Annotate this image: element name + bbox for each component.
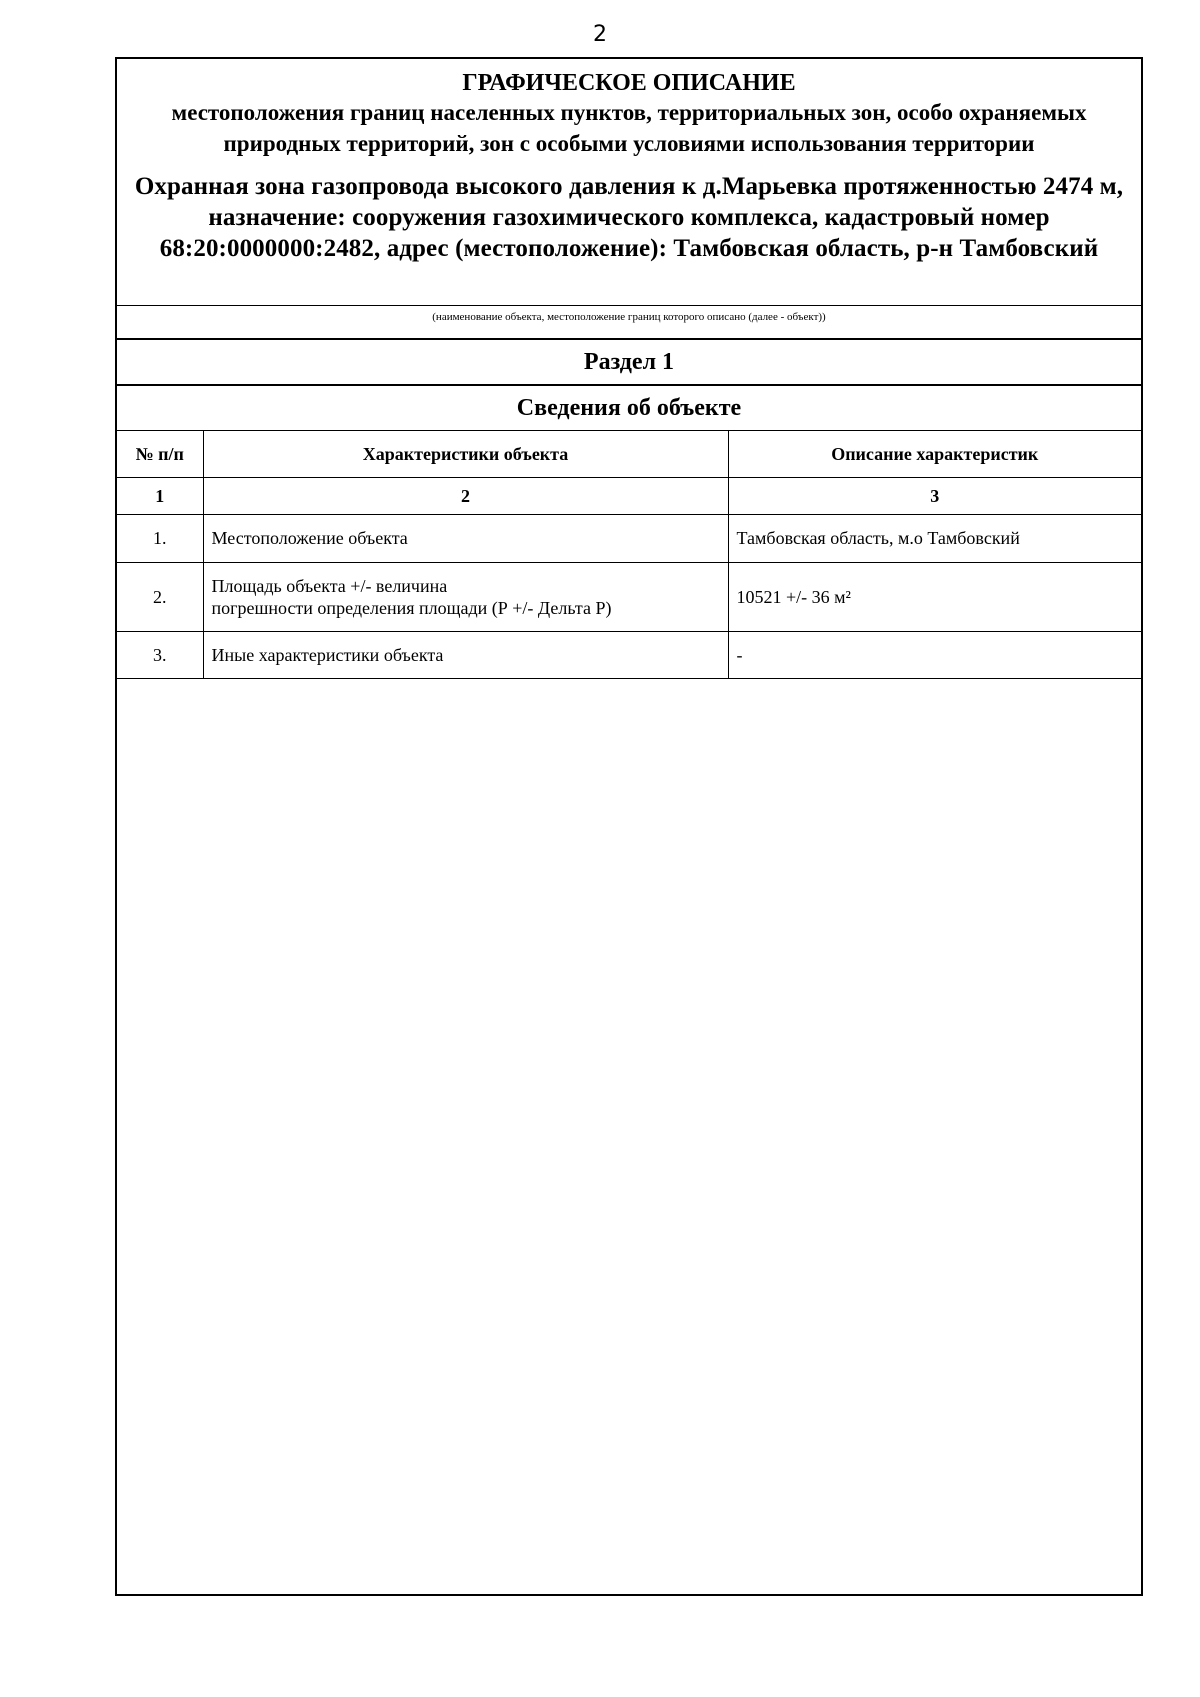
row-number: 1. <box>117 515 203 563</box>
row-description: 10521 +/- 36 м² <box>728 563 1141 632</box>
row-description: Тамбовская область, м.о Тамбовский <box>728 515 1141 563</box>
object-name: Охранная зона газопровода высокого давления к д.Марьевка протяженностью 2474 м, назначение: сооружения газохимического комплекса, кадастровый номер 68:20:0000000:2482, адрес (местоположение): Тамбовская область, р-н Тамбовский <box>134 173 1124 262</box>
page-number: 2 <box>593 22 607 47</box>
column-number: 3 <box>728 478 1141 515</box>
object-info-table <box>117 430 1141 679</box>
row-number: 2. <box>117 563 203 632</box>
row-characteristic <box>203 563 728 632</box>
table-row <box>117 632 1141 679</box>
row-number: 3. <box>117 632 203 679</box>
section-subtitle: Сведения об объекте <box>117 384 1141 430</box>
row-characteristic-line: Площадь объекта +/- величина <box>211 576 448 596</box>
column-number: 1 <box>117 478 203 515</box>
column-number: 2 <box>203 478 728 515</box>
object-name-caption: (наименование объекта, местоположение границ которого описано (далее - объект)) <box>117 305 1141 338</box>
document-header <box>117 59 1141 305</box>
document-title: ГРАФИЧЕСКОЕ ОПИСАНИЕ <box>462 70 796 96</box>
table-row <box>117 515 1141 563</box>
column-numbers-row <box>117 478 1141 515</box>
row-characteristic-line: погрешности определения площади (Р +/- Дельта Р) <box>211 598 612 618</box>
section-title: Раздел 1 <box>117 338 1141 384</box>
row-characteristic: Иные характеристики объекта <box>203 632 728 679</box>
header-cell-characteristic: Характеристики объекта <box>203 431 728 478</box>
document-frame <box>115 57 1143 1596</box>
table-row <box>117 563 1141 632</box>
header-cell-number: № п/п <box>117 431 203 478</box>
document-subtitle: местоположения границ населенных пунктов, территориальных зон, особо охраняемых природных территорий, зон с особыми условиями использования территории <box>171 100 1087 156</box>
header-cell-description: Описание характеристик <box>728 431 1141 478</box>
row-characteristic: Местоположение объекта <box>203 515 728 563</box>
table-header-row <box>117 431 1141 478</box>
row-description: - <box>728 632 1141 679</box>
